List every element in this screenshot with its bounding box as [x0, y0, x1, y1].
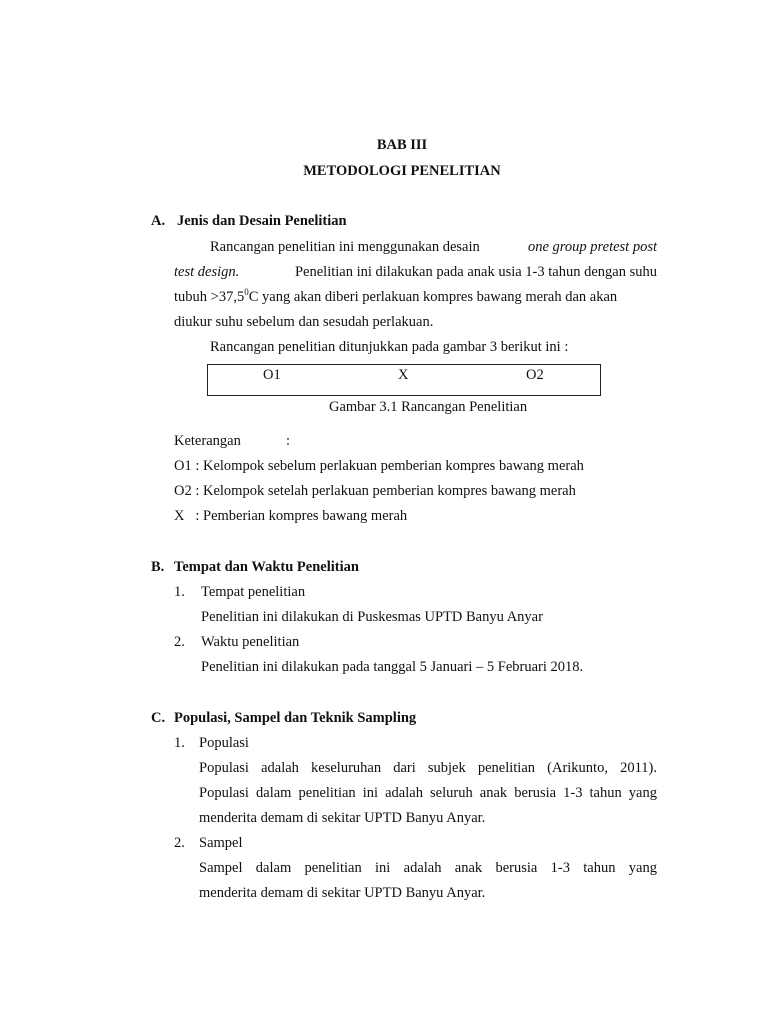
text-run: Penelitian ini dilakukan pada anak usia 1-3 tahun dengan suhu: [294, 264, 657, 280]
section-b-letter: B.: [151, 559, 165, 575]
section-c-letter: C.: [151, 710, 166, 726]
section-b-heading: Tempat dan Waktu Penelitian: [174, 559, 359, 575]
degree-superscript: 0: [244, 287, 249, 298]
design-x: X: [398, 367, 409, 383]
text-run: [174, 289, 617, 306]
design-o2: O2: [526, 367, 544, 383]
italic-term: one group pretest post: [527, 239, 657, 255]
legend-label: Keterangan: [174, 433, 241, 449]
chapter-number: BAB III: [376, 137, 428, 153]
list-item-title: Sampel: [199, 835, 243, 851]
section-c-heading: Populasi, Sampel dan Teknik Sampling: [174, 710, 417, 726]
section-a-paragraph-line-3: [174, 289, 657, 306]
sample-line-2: menderita demam di sekitar UPTD Banyu Anyar.: [199, 885, 486, 901]
list-number: 1.: [174, 735, 185, 751]
list-item-title: Tempat penelitian: [201, 584, 306, 600]
figure-caption: Gambar 3.1 Rancangan Penelitian: [329, 399, 528, 415]
sample-line-1: Sampel dalam penelitian ini adalah anak berusia 1-3 tahun yang: [199, 860, 657, 876]
text-run: C yang akan diberi perlakuan kompres bawang merah dan akan: [248, 289, 618, 305]
list-item-title: Populasi: [199, 735, 249, 751]
chapter-title: METODOLOGI PENELITIAN: [303, 163, 501, 179]
design-o1: O1: [263, 367, 281, 383]
legend-colon: :: [286, 433, 291, 449]
list-number: 2.: [174, 634, 185, 650]
list-item-text: Penelitian ini dilakukan pada tanggal 5 Januari – 5 Februari 2018.: [201, 659, 584, 675]
section-a-paragraph-line-4: diukur suhu sebelum dan sesudah perlakuan.: [174, 314, 434, 330]
section-a-heading: Jenis dan Desain Penelitian: [177, 213, 347, 229]
list-item-title: Waktu penelitian: [201, 634, 300, 650]
legend-item: O1 : Kelompok sebelum perlakuan pemberian kompres bawang merah: [174, 458, 584, 474]
temperature-text: tubuh >37,5: [174, 289, 245, 305]
population-line-1: Populasi adalah keseluruhan dari subjek penelitian (Arikunto, 2011).: [199, 760, 657, 776]
section-a-paragraph-line-2: [174, 264, 657, 281]
legend-item: X : Pemberian kompres bawang merah: [174, 508, 408, 524]
legend-item: O2 : Kelompok setelah perlakuan pemberian kompres bawang merah: [174, 483, 576, 499]
list-item-text: Penelitian ini dilakukan di Puskesmas UPTD Banyu Anyar: [201, 609, 543, 625]
section-a-paragraph-2: Rancangan penelitian ditunjukkan pada gambar 3 berikut ini :: [210, 339, 569, 355]
section-a-paragraph-line-1: [210, 239, 657, 256]
section-a-letter: A.: [151, 213, 166, 229]
list-number: 1.: [174, 584, 185, 600]
population-line-3: menderita demam di sekitar UPTD Banyu Anyar.: [199, 810, 486, 826]
research-design-box: [207, 364, 601, 396]
italic-term: test design.: [174, 264, 240, 280]
population-line-2: Populasi dalam penelitian ini adalah seluruh anak berusia 1-3 tahun yang: [199, 785, 657, 801]
text-run: Rancangan penelitian ini menggunakan desain: [210, 239, 480, 255]
list-number: 2.: [174, 835, 185, 851]
